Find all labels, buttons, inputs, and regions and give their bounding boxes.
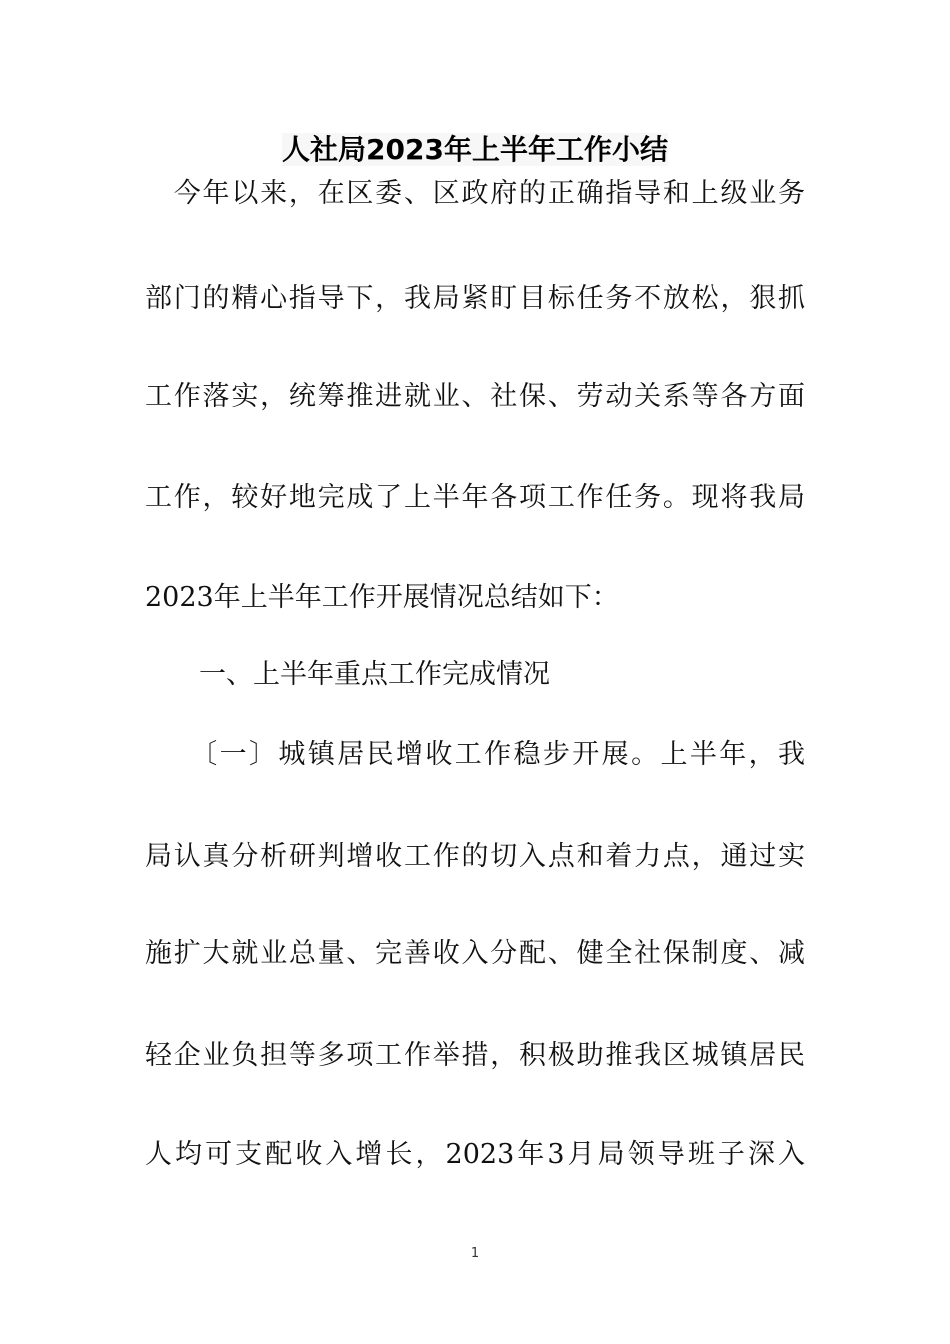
paragraph-line: 人均可支配收入增长，2023年3月局领导班子深入 [145, 1139, 805, 1170]
document-title-text: 人社局2023年上半年工作小结 [282, 133, 668, 166]
paragraph-line: 今年以来，在区委、区政府的正确指导和上级业务 [145, 178, 805, 209]
paragraph-line: 工作落实，统筹推进就业、社保、劳动关系等各方面 [145, 381, 805, 412]
document-title [0, 128, 950, 172]
section-heading: 一、上半年重点工作完成情况 [145, 659, 550, 690]
paragraph-line: 施扩大就业总量、完善收入分配、健全社保制度、减 [145, 938, 805, 969]
paragraph-line: 工作，较好地完成了上半年各项工作任务。现将我局 [145, 482, 805, 513]
paragraph-line: 〔一〕城镇居民增收工作稳步开展。上半年，我 [145, 739, 805, 770]
paragraph-line: 轻企业负担等多项工作举措，积极助推我区城镇居民 [145, 1040, 805, 1071]
page-number: 1 [470, 1246, 480, 1261]
paragraph-line: 部门的精心指导下，我局紧盯目标任务不放松，狠抓 [145, 283, 805, 314]
paragraph-line: 局认真分析研判增收工作的切入点和着力点，通过实 [145, 841, 805, 872]
paragraph-line: 2023年上半年工作开展情况总结如下： [145, 582, 619, 613]
